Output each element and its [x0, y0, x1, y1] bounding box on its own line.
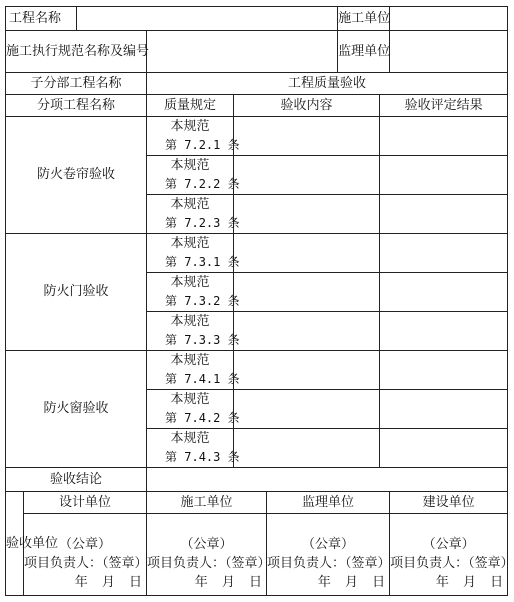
clause-cell [147, 390, 240, 429]
clause-line2: 第 7.2.3 条 [165, 216, 240, 230]
seal-text: （公章） [180, 537, 233, 552]
result-cell[interactable] [380, 195, 508, 234]
clause-line2: 第 7.2.1 条 [165, 138, 240, 152]
column-item: 分项工程名称 [6, 95, 147, 117]
date-text: 年 月 日 [435, 575, 504, 590]
sub-project-label: 子分部工程名称 [6, 73, 147, 95]
clause-line2: 第 7.3.2 条 [165, 294, 240, 308]
content-cell[interactable] [234, 390, 380, 429]
signature-cell[interactable] [267, 514, 390, 596]
person-text: 项目负责人：（签章） [267, 556, 391, 571]
project-name-label: 工程名称 [6, 7, 77, 31]
person-text: 项目负责人：（签章） [390, 556, 514, 571]
clause-cell [147, 117, 240, 156]
group-name: 防火卷帘验收 [6, 117, 147, 234]
clause-line1: 本规范 [170, 275, 210, 290]
standard-value[interactable] [147, 31, 338, 73]
result-cell[interactable] [380, 156, 508, 195]
person-text: 项目负责人：（签章） [24, 556, 148, 571]
construction-unit-value[interactable] [390, 7, 508, 31]
clause-line1: 本规范 [170, 197, 210, 212]
result-cell[interactable] [380, 351, 508, 390]
clause-line1: 本规范 [170, 392, 210, 407]
column-content: 验收内容 [234, 95, 380, 117]
result-cell[interactable] [380, 390, 508, 429]
units-side-label: 验收单位 [6, 492, 24, 596]
clause-line1: 本规范 [170, 119, 210, 134]
clause-line2: 第 7.4.3 条 [165, 450, 240, 464]
date-text: 年 月 日 [194, 575, 263, 590]
content-cell[interactable] [234, 156, 380, 195]
group-name: 防火门验收 [6, 234, 147, 351]
acceptance-form [5, 6, 514, 600]
unit-name: 建设单位 [390, 492, 508, 514]
seal-text: （公章） [59, 537, 112, 552]
acceptance-table [5, 6, 514, 596]
seal-text: （公章） [422, 537, 475, 552]
content-cell[interactable] [234, 351, 380, 390]
conclusion-label: 验收结论 [6, 468, 147, 492]
group-name: 防火窗验收 [6, 351, 147, 468]
unit-name: 施工单位 [147, 492, 267, 514]
quality-acceptance-label: 工程质量验收 [147, 73, 508, 95]
clause-line1: 本规范 [170, 314, 210, 329]
date-text: 年 月 日 [317, 575, 386, 590]
result-cell[interactable] [380, 273, 508, 312]
clause-cell [147, 234, 240, 273]
content-cell[interactable] [234, 234, 380, 273]
clause-line1: 本规范 [170, 158, 210, 173]
result-cell[interactable] [380, 429, 508, 468]
column-standard: 质量规定 [147, 95, 234, 117]
content-cell[interactable] [234, 195, 380, 234]
clause-line2: 第 7.2.2 条 [165, 177, 240, 191]
date-text: 年 月 日 [74, 575, 143, 590]
content-cell[interactable] [234, 312, 380, 351]
conclusion-value[interactable] [147, 468, 508, 492]
supervision-unit-value[interactable] [390, 31, 508, 73]
person-text: 项目负责人：（签章） [147, 556, 271, 571]
clause-cell [147, 312, 240, 351]
content-cell[interactable] [234, 117, 380, 156]
clause-line2: 第 7.4.1 条 [165, 372, 240, 386]
clause-line1: 本规范 [170, 353, 210, 368]
result-cell[interactable] [380, 234, 508, 273]
clause-cell [147, 195, 240, 234]
unit-name: 设计单位 [24, 492, 147, 514]
signature-cell[interactable] [147, 514, 271, 596]
clause-cell [147, 429, 240, 468]
clause-line1: 本规范 [170, 236, 210, 251]
standard-label: 施工执行规范名称及编号 [6, 31, 147, 73]
signature-cell[interactable] [24, 514, 147, 596]
project-name-value[interactable] [77, 7, 338, 31]
content-cell[interactable] [234, 429, 380, 468]
clause-cell [147, 156, 240, 195]
column-result: 验收评定结果 [380, 95, 508, 117]
clause-cell [147, 273, 240, 312]
clause-line2: 第 7.4.2 条 [165, 411, 240, 425]
clause-cell [147, 351, 240, 390]
result-cell[interactable] [380, 117, 508, 156]
construction-unit-label: 施工单位 [338, 7, 390, 31]
unit-name: 监理单位 [267, 492, 390, 514]
supervision-unit-label: 监理单位 [338, 31, 390, 73]
clause-line2: 第 7.3.1 条 [165, 255, 240, 269]
content-cell[interactable] [234, 273, 380, 312]
result-cell[interactable] [380, 312, 508, 351]
clause-line1: 本规范 [170, 431, 210, 446]
signature-cell[interactable] [390, 514, 514, 596]
clause-line2: 第 7.3.3 条 [165, 333, 240, 347]
seal-text: （公章） [302, 537, 355, 552]
